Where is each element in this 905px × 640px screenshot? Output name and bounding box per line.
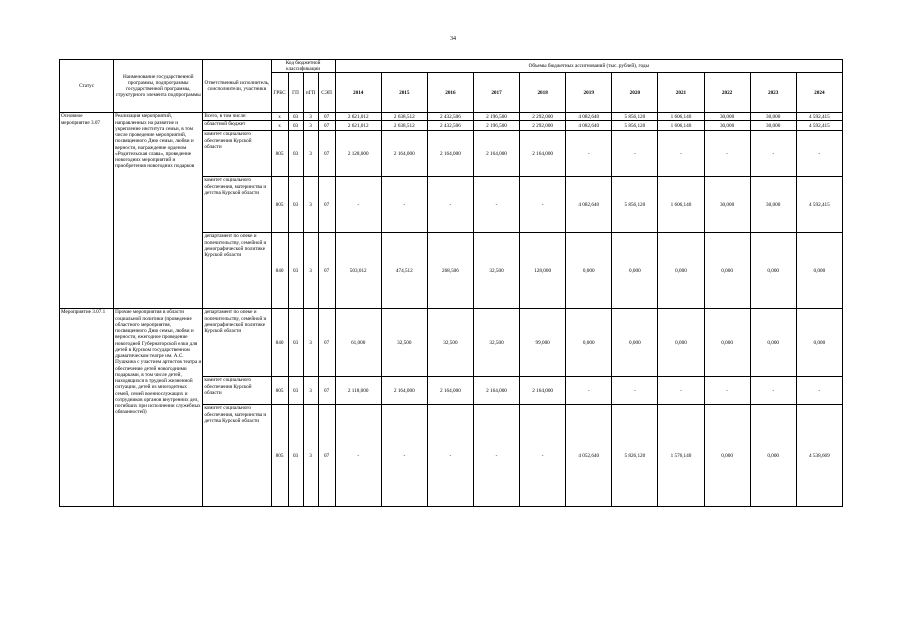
- code-cell: 3: [303, 377, 318, 405]
- value-cell: -: [335, 177, 381, 233]
- value-cell: 30,000: [750, 113, 796, 121]
- header-year: 2018: [520, 73, 566, 113]
- value-cell: -: [566, 131, 612, 177]
- header-year: 2020: [612, 73, 658, 113]
- value-cell: 32,500: [473, 233, 519, 309]
- value-cell: 61,000: [335, 309, 381, 377]
- value-cell: 503,012: [335, 233, 381, 309]
- value-cell: 2 164,000: [520, 377, 566, 405]
- value-cell: 5 856,120: [612, 121, 658, 131]
- header-year: 2016: [427, 73, 473, 113]
- value-cell: 2 164,000: [520, 131, 566, 177]
- value-cell: 0,000: [704, 309, 750, 377]
- value-cell: 2 292,000: [520, 113, 566, 121]
- header-code-col: ГРБС: [271, 73, 288, 113]
- value-cell: -: [704, 377, 750, 405]
- value-cell: 128,000: [520, 233, 566, 309]
- value-cell: 2 128,000: [335, 131, 381, 177]
- value-cell: 0,000: [750, 309, 796, 377]
- code-cell: 805: [271, 177, 288, 233]
- value-cell: -: [473, 177, 519, 233]
- value-cell: 0,000: [566, 309, 612, 377]
- code-cell: 07: [318, 405, 335, 507]
- value-cell: -: [796, 377, 842, 405]
- value-cell: 2 638,512: [381, 121, 427, 131]
- code-cell: 03: [288, 309, 303, 377]
- value-cell: 268,506: [427, 233, 473, 309]
- value-cell: -: [473, 405, 519, 507]
- value-cell: -: [750, 377, 796, 405]
- code-cell: 07: [318, 121, 335, 131]
- header-code-group: Код бюджетной классификации: [271, 60, 335, 73]
- value-cell: 4 082,640: [566, 121, 612, 131]
- value-cell: 4 052,640: [566, 405, 612, 507]
- value-cell: 4 082,640: [566, 113, 612, 121]
- header-year: 2015: [381, 73, 427, 113]
- value-cell: 2 196,500: [473, 121, 519, 131]
- code-cell: 03: [288, 405, 303, 507]
- value-cell: 0,000: [796, 233, 842, 309]
- value-cell: -: [335, 405, 381, 507]
- value-cell: 2 196,500: [473, 113, 519, 121]
- code-cell: 03: [288, 377, 303, 405]
- header-code-col: СЭП: [318, 73, 335, 113]
- value-cell: 2 164,000: [381, 377, 427, 405]
- budget-table: [59, 59, 843, 507]
- code-cell: 805: [271, 405, 288, 507]
- value-cell: 30,000: [704, 177, 750, 233]
- value-cell: -: [796, 131, 842, 177]
- table-row: [60, 113, 843, 121]
- code-cell: х: [271, 113, 288, 121]
- value-cell: 0,000: [704, 233, 750, 309]
- value-cell: 2 432,506: [427, 121, 473, 131]
- value-cell: -: [520, 177, 566, 233]
- code-cell: 03: [288, 121, 303, 131]
- code-cell: 3: [303, 309, 318, 377]
- value-cell: 2 164,000: [427, 131, 473, 177]
- code-cell: 07: [318, 131, 335, 177]
- value-cell: 0,000: [750, 233, 796, 309]
- value-cell: 2 621,012: [335, 121, 381, 131]
- participant-cell: комитет социального обеспечения Курской области: [203, 377, 271, 405]
- value-cell: -: [750, 131, 796, 177]
- value-cell: 474,512: [381, 233, 427, 309]
- value-cell: 30,000: [704, 121, 750, 131]
- value-cell: -: [704, 131, 750, 177]
- value-cell: 2 164,000: [473, 377, 519, 405]
- code-cell: 3: [303, 233, 318, 309]
- participant-cell: комитет социального обеспечения, материнства и детства Курской области: [203, 405, 271, 507]
- participant-cell: комитет социального обеспечения Курской области: [203, 131, 271, 177]
- header-code-col: ГП: [288, 73, 303, 113]
- code-cell: 07: [318, 233, 335, 309]
- header-status: Статус: [60, 60, 114, 113]
- value-cell: 4 538,669: [796, 405, 842, 507]
- value-cell: 5 856,120: [612, 177, 658, 233]
- value-cell: 2 164,000: [381, 131, 427, 177]
- value-cell: 30,000: [750, 121, 796, 131]
- code-cell: 3: [303, 131, 318, 177]
- value-cell: 2 432,506: [427, 113, 473, 121]
- value-cell: -: [427, 405, 473, 507]
- value-cell: 2 292,000: [520, 121, 566, 131]
- value-cell: 30,000: [750, 177, 796, 233]
- value-cell: 2 638,512: [381, 113, 427, 121]
- header-year: 2019: [566, 73, 612, 113]
- value-cell: 4 592,415: [796, 177, 842, 233]
- value-cell: -: [612, 131, 658, 177]
- code-cell: 3: [303, 405, 318, 507]
- code-cell: 03: [288, 177, 303, 233]
- value-cell: 0,000: [658, 309, 704, 377]
- header-name: Наименование государственной программы, подпрограммы государственной программы, структурного элемента подпрограммы: [114, 60, 203, 113]
- value-cell: 0,000: [658, 233, 704, 309]
- value-cell: 2 118,000: [335, 377, 381, 405]
- value-cell: -: [381, 177, 427, 233]
- participant-cell: Всего, в том числе:: [203, 113, 271, 121]
- status-cell: Мероприятие 3.07.1: [60, 309, 114, 507]
- code-cell: 3: [303, 121, 318, 131]
- code-cell: 03: [288, 113, 303, 121]
- value-cell: 32,500: [473, 309, 519, 377]
- value-cell: 32,500: [381, 309, 427, 377]
- table-row: [60, 309, 843, 377]
- value-cell: 4 082,640: [566, 177, 612, 233]
- name-cell: Реализация мероприятий, направленных на развитие и укрепление института семьи, в том числе проведение мероприятий, посвященного Дню семьи, любви и верности, награждение орденом «Родительская слава», проведение новогодних мероприятий и приобретения новогодних подарков: [114, 113, 203, 309]
- value-cell: 0,000: [750, 405, 796, 507]
- value-cell: -: [381, 405, 427, 507]
- value-cell: 0,000: [566, 233, 612, 309]
- value-cell: 4 592,415: [796, 113, 842, 121]
- value-cell: 2 164,000: [427, 377, 473, 405]
- value-cell: 5 826,120: [612, 405, 658, 507]
- value-cell: -: [520, 405, 566, 507]
- code-cell: 3: [303, 177, 318, 233]
- code-cell: 840: [271, 309, 288, 377]
- header-year: 2021: [658, 73, 704, 113]
- code-cell: 07: [318, 377, 335, 405]
- value-cell: 1 606,140: [658, 177, 704, 233]
- header-year: 2022: [704, 73, 750, 113]
- code-cell: 03: [288, 131, 303, 177]
- value-cell: 0,000: [704, 405, 750, 507]
- value-cell: 1 606,140: [658, 113, 704, 121]
- header-year: 2023: [750, 73, 796, 113]
- participant-cell: областной бюджет: [203, 121, 271, 131]
- participant-cell: комитет социального обеспечения, материнства и детства Курской области: [203, 177, 271, 233]
- participant-cell: департамент по опеке и попечительству, семейной и демографической политике Курской области: [203, 233, 271, 309]
- value-cell: 0,000: [612, 309, 658, 377]
- code-cell: х: [271, 121, 288, 131]
- value-cell: -: [612, 377, 658, 405]
- participant-cell: департамент по опеке и попечительству, семейной и демографической политике Курской области: [203, 309, 271, 377]
- value-cell: 4 592,415: [796, 121, 842, 131]
- value-cell: 5 856,120: [612, 113, 658, 121]
- value-cell: -: [658, 131, 704, 177]
- value-cell: 2 621,012: [335, 113, 381, 121]
- header-year: 2017: [473, 73, 519, 113]
- status-cell: Основное мероприятие 3.07: [60, 113, 114, 309]
- code-cell: 840: [271, 233, 288, 309]
- value-cell: 32,500: [427, 309, 473, 377]
- value-cell: 99,000: [520, 309, 566, 377]
- value-cell: 1 606,140: [658, 121, 704, 131]
- header-year: 2024: [796, 73, 842, 113]
- value-cell: -: [658, 377, 704, 405]
- code-cell: 07: [318, 309, 335, 377]
- header-responsible: Ответственный исполнитель, соисполнители, участники: [203, 60, 271, 113]
- value-cell: 30,000: [704, 113, 750, 121]
- header-code-col: пГП: [303, 73, 318, 113]
- header-year: 2014: [335, 73, 381, 113]
- code-cell: 07: [318, 177, 335, 233]
- value-cell: -: [427, 177, 473, 233]
- name-cell: Прочие мероприятия в области социальной политики (проведение областного мероприятия, посвященного Дню семьи, любви и верности, ежегодное проведение новогодней Губернаторской елки для детей в Курском государственном драматическом театре им. А.С. Пушкина с участием артистов театра и обеспечение детей новогодними подарками, в том числе детей, находящихся в трудной жизненной ситуации, детей из многодетных семей, семей военнослужащих и сотрудников органов внутренних дел, погибших при исполнении служебных обязанностей): [114, 309, 203, 507]
- code-cell: 07: [318, 113, 335, 121]
- code-cell: 3: [303, 113, 318, 121]
- code-cell: 805: [271, 131, 288, 177]
- code-cell: 03: [288, 233, 303, 309]
- header-volumes-group: Объемы бюджетных ассигнований (тыс. рублей), годы: [335, 60, 842, 73]
- value-cell: 2 164,000: [473, 131, 519, 177]
- page-number: 34: [450, 36, 456, 42]
- value-cell: 1 576,140: [658, 405, 704, 507]
- code-cell: 805: [271, 377, 288, 405]
- value-cell: 0,000: [612, 233, 658, 309]
- value-cell: 0,000: [796, 309, 842, 377]
- value-cell: -: [566, 377, 612, 405]
